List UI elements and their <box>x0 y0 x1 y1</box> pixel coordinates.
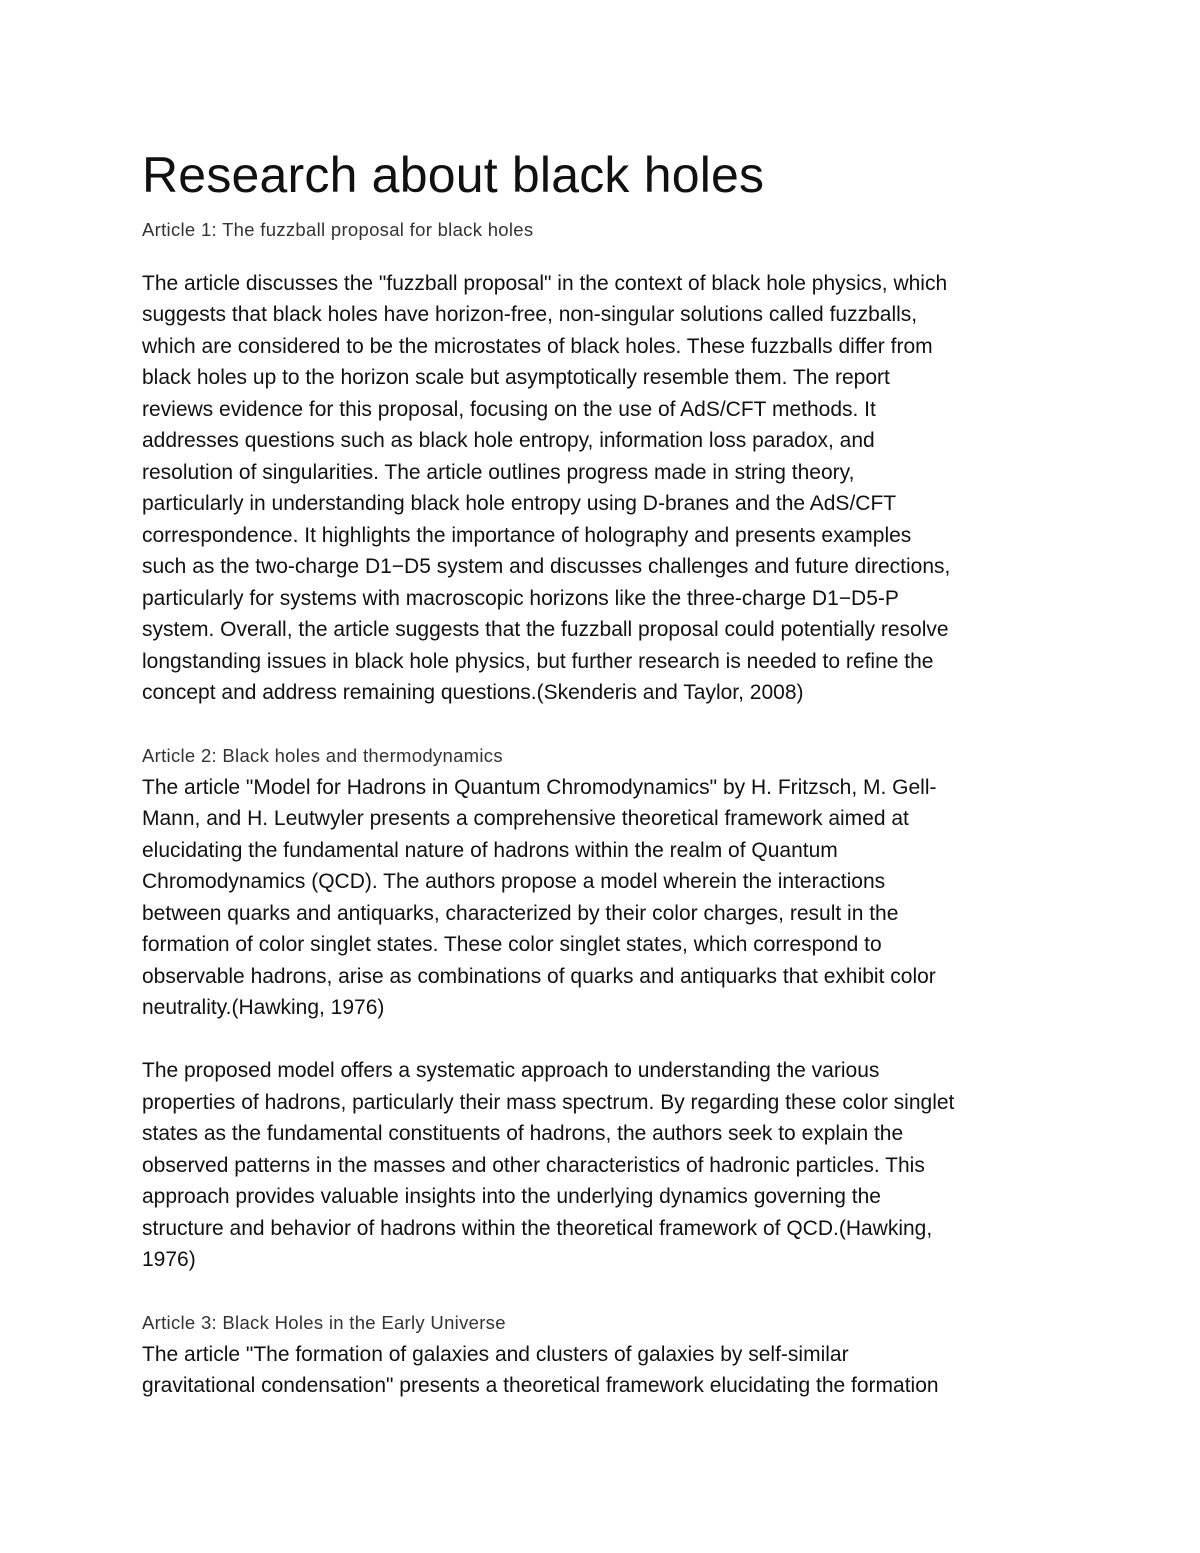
article-1 <box>142 214 1072 709</box>
article-2-heading: Article 2: Black holes and thermodynamics <box>142 745 503 766</box>
spacer <box>142 1024 1072 1056</box>
article-1-heading: Article 1: The fuzzball proposal for black holes <box>142 219 534 240</box>
article-3-paragraph-1: The article "The formation of galaxies and clusters of galaxies by self-similar gravitational condensation" presents a theoretical framework elucidating the formation <box>142 1342 939 1397</box>
spacer <box>142 246 1072 268</box>
article-1-paragraph-1: The article discusses the "fuzzball proposal" in the context of black hole physics, which suggests that black holes have horizon-free, non-singular solutions called fuzzballs, which are considered to be the microstates of black holes. These fuzzballs differ from black holes up to the horizon scale but asymptotically resemble them. The report reviews evidence for this proposal, focusing on the use of AdS/CFT methods. It addresses questions such as black hole entropy, information loss paradox, and resolution of singularities. The article outlines progress made in string theory, particularly in understanding black hole entropy using D-branes and the AdS/CFT correspondence. It highlights the importance of holography and presents examples such as the two-charge D1−D5 system and discusses challenges and future directions, particularly for systems with macroscopic horizons like the three-charge D1−D5-P system. Overall, the article suggests that the fuzzball proposal could potentially resolve longstanding issues in black hole physics, but further research is needed to refine the concept and address remaining questions.(Skenderis and Taylor, 2008) <box>142 271 951 704</box>
article-2-paragraph-1: The article "Model for Hadrons in Quantum Chromodynamics" by H. Fritzsch, M. Gell- Mann, and H. Leutwyler presents a comprehensive theoretical framework aimed at elucidating the fundamental nature of hadrons within the realm of Quantum Chromodynamics (QCD). The authors propose a model wherein the interactions between quarks and antiquarks, characterized by their color charges, result in the formation of color singlet states. These color singlet states, which correspond to observable hadrons, arise as combinations of quarks and antiquarks that exhibit color neutrality.(Hawking, 1976) <box>142 775 937 1019</box>
article-2-paragraph-2: The proposed model offers a systematic approach to understanding the various properties of hadrons, particularly their mass spectrum. By regarding these color singlet states as the fundamental constituents of hadrons, the authors seek to explain the observed patterns in the masses and other characteristics of hadronic particles. This approach provides valuable insights into the underlying dynamics governing the structure and behavior of hadrons within the theoretical framework of QCD.(Hawking, 1976) <box>142 1059 955 1271</box>
spacer <box>142 709 1072 741</box>
article-3-heading: Article 3: Black Holes in the Early Universe <box>142 1312 506 1333</box>
document-title: Research about black holes <box>142 147 765 203</box>
article-3 <box>142 1307 1072 1402</box>
document-body <box>142 140 1072 1402</box>
spacer <box>142 1276 1072 1308</box>
article-2 <box>142 740 1072 1276</box>
